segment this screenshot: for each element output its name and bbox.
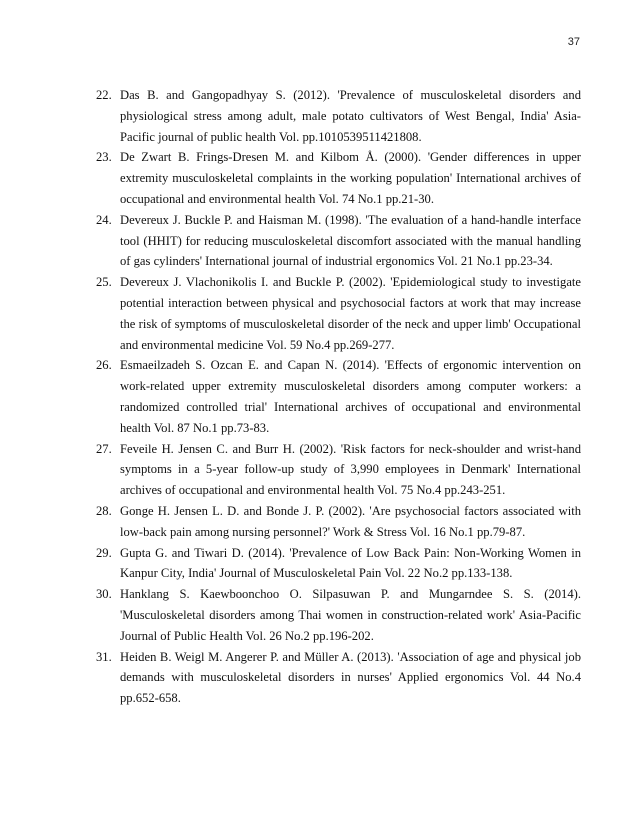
reference-number: 28. <box>96 503 112 518</box>
reference-item <box>96 272 581 355</box>
reference-item <box>96 543 581 585</box>
reference-text: Gupta G. and Tiwari D. (2014). 'Prevalence of Low Back Pain: Non-Working Women in Kanpur City, India' Journal of Musculoskeletal Pain Vol. 22 No.2 pp.133-138. <box>120 545 581 581</box>
reference-text: Heiden B. Weigl M. Angerer P. and Müller A. (2013). 'Association of age and physical job demands with musculoskeletal disorders in nurses' Applied ergonomics Vol. 44 No.4 pp.652-658. <box>120 649 581 706</box>
reference-item <box>96 647 581 709</box>
reference-text: Feveile H. Jensen C. and Burr H. (2002). 'Risk factors for neck-shoulder and wrist-hand symptoms in a 5-year follow-up study of 3,990 employees in Denmark' International archives of occupational and environmental health Vol. 75 No.4 pp.243-251. <box>120 441 581 498</box>
reference-item <box>96 210 581 272</box>
reference-number: 29. <box>96 545 112 560</box>
reference-text: Das B. and Gangopadhyay S. (2012). 'Prevalence of musculoskeletal disorders and physiological stress among adult, male potato cultivators of West Bengal, India' Asia-Pacific journal of public health Vol. pp.1010539511421808. <box>120 88 581 144</box>
reference-text: Gonge H. Jensen L. D. and Bonde J. P. (2002). 'Are psychosocial factors associated with low-back pain among nursing personnel?' Work & Stress Vol. 16 No.1 pp.79-87. <box>120 503 581 539</box>
reference-text: Esmaeilzadeh S. Ozcan E. and Capan N. (2014). 'Effects of ergonomic intervention on work-related upper extremity musculoskeletal disorders among computer workers: a randomized controlled trial' International archives of occupational and environmental health Vol. 87 No.1 pp.73-83. <box>120 358 581 435</box>
reference-number: 27. <box>96 441 112 456</box>
reference-item <box>96 439 581 501</box>
reference-item <box>96 501 581 543</box>
reference-number: 30. <box>96 587 112 602</box>
reference-text: Hanklang S. Kaewboonchoo O. Silpasuwan P. and Mungarndee S. S. (2014). 'Musculoskeletal disorders among Thai women in construction-related work' Asia-Pacific Journal of Public Health Vol. 26 No.2 pp.196-202. <box>120 587 581 643</box>
reference-text: Devereux J. Buckle P. and Haisman M. (1998). 'The evaluation of a hand-handle interface tool (HHIT) for reducing musculoskeletal discomfort associated with the manual handling of gas cylinders' International journal of industrial ergonomics Vol. 21 No.1 pp.23-34. <box>120 212 581 269</box>
reference-number: 22. <box>96 88 112 102</box>
reference-number: 25. <box>96 275 112 290</box>
reference-number: 24. <box>96 212 112 227</box>
reference-number: 31. <box>96 649 112 664</box>
reference-list <box>96 85 581 709</box>
reference-item <box>96 85 581 147</box>
reference-item <box>96 355 581 438</box>
reference-text: Devereux J. Vlachonikolis I. and Buckle P. (2002). 'Epidemiological study to investigate potential interaction between physical and psychosocial factors at work that may increase the risk of symptoms of musculoskeletal disorder of the neck and upper limb' Occupational and environmental medicine Vol. 59 No.4 pp.269-277. <box>120 275 581 352</box>
reference-number: 26. <box>96 358 112 373</box>
reference-item <box>96 584 581 646</box>
reference-text: De Zwart B. Frings-Dresen M. and Kilbom Å. (2000). 'Gender differences in upper extremity musculoskeletal complaints in the working population' International archives of occupational and environmental health Vol. 74 No.1 pp.21-30. <box>120 150 581 206</box>
reference-number: 23. <box>96 150 112 165</box>
reference-item <box>96 147 581 209</box>
page-number: 37 <box>567 36 580 48</box>
